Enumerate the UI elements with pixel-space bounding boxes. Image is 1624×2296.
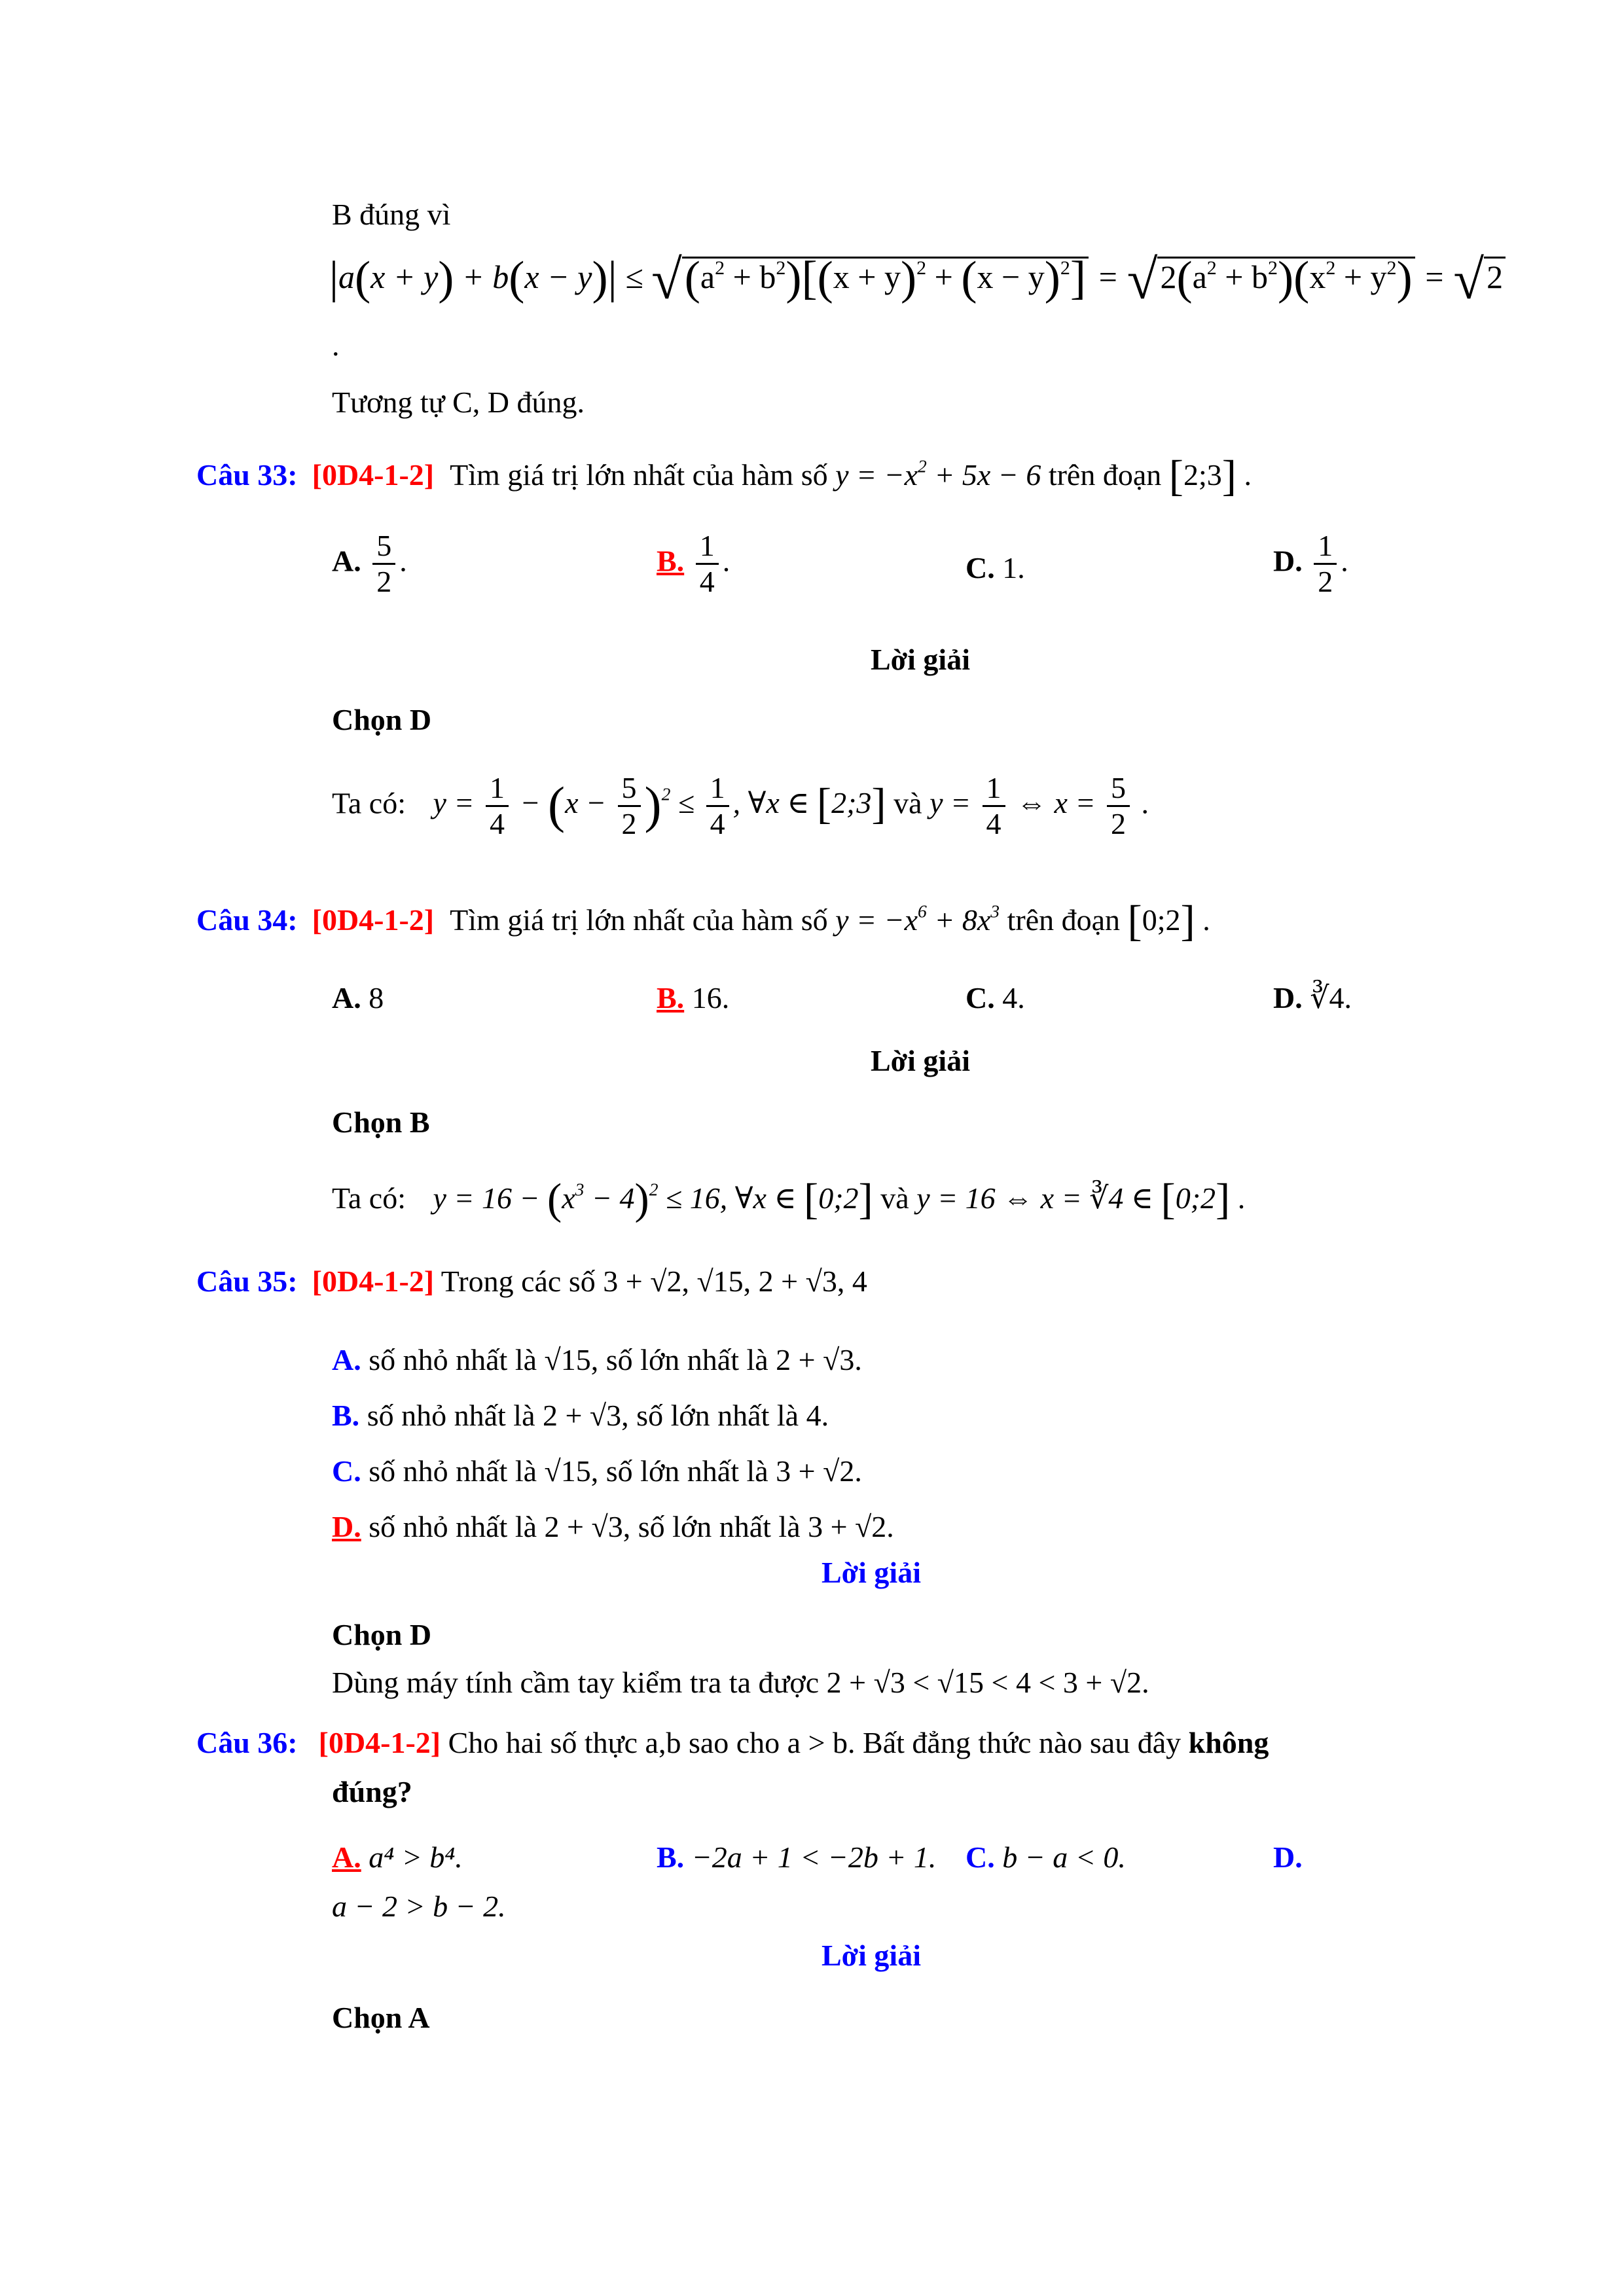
option-a[interactable]: A. 8 (332, 981, 384, 1014)
option-d-value: a − 2 > b − 2. (332, 1890, 506, 1923)
question-33: Câu 33: [0D4-1-2] Tìm giá trị lớn nhất của hàm số $y = -x^2 + 5x - 6$ trên đoạn [2;3] . (196, 452, 1252, 500)
option-b[interactable]: B. −2a + 1 < −2b + 1. (657, 1840, 937, 1874)
option-a[interactable]: A. a⁴ > b⁴. (332, 1840, 463, 1874)
similar-text: Tương tự C, D đúng. (332, 386, 585, 419)
question-tag: [0D4-1-2] (318, 1726, 441, 1759)
b-formula: $|a(x + y) + b(x - y)| \le √(a^2 + b^2)[(x + y)^2 + (x - y)^2] = √2(a^2 + b^2)(x^2 + y^2) = √2$ (329, 252, 1506, 308)
choice: Chọn B (332, 1105, 430, 1139)
choice: Chọn D (332, 1618, 432, 1651)
option-c[interactable]: C. b − a < 0. (965, 1840, 1126, 1874)
period: . (332, 329, 340, 362)
solution-heading: Lời giải (871, 643, 970, 676)
solution-34: Ta có: $y = 16 - (x^3 - 4)^2 \le 16$, ∀x ∈ [0;2] và y = 16 ⇔ x = ∛4 ∈ [0;2] . (332, 1175, 1246, 1223)
solution-heading: Lời giải (871, 1044, 970, 1077)
b-right-text: B đúng vì (332, 198, 451, 231)
choice: Chọn A (332, 2001, 430, 2034)
option-a[interactable]: A. $\frac{5}{2}$ . (332, 529, 407, 599)
option-b[interactable]: B. 16. (657, 981, 730, 1014)
option-d-label[interactable]: D. (1273, 1840, 1303, 1874)
question-number: Câu 36: (196, 1726, 298, 1759)
choice: Chọn D (332, 703, 432, 736)
question-number: Câu 33: (196, 458, 298, 492)
question-35 (196, 1266, 867, 1297)
solution-heading: Lời giải (821, 1939, 921, 1972)
question-36-cont: đúng? (332, 1775, 412, 1808)
question-tag: [0D4-1-2] (312, 903, 435, 937)
option-c[interactable]: C. 4. (965, 981, 1025, 1014)
option-d[interactable]: D. $\frac{1}{2}$ . (1273, 529, 1348, 599)
question-number: Câu 35: (196, 1265, 298, 1298)
option-b[interactable]: B. $\frac{1}{4}$ . (657, 529, 731, 599)
question-tag: [0D4-1-2] (312, 458, 435, 492)
solution-33: Ta có: y = $\frac{1}{4}$ − (x − $\frac{5}{2}$ )$^2$ ≤ $\frac{1}{4}$ , ∀x ∈ [2;3] và y = $\frac{1}{4}$ ⇔ x = $\frac{5}{2}$ . (332, 771, 1149, 841)
option-c[interactable]: C. 1. (965, 551, 1025, 584)
question-36: Câu 36: [0D4-1-2] Cho hai số thực a,b sao cho a > b. Bất đẳng thức nào sau đây không (196, 1726, 1269, 1759)
option-c[interactable]: C. số nhỏ nhất là √15, số lớn nhất là 3 + √2. (332, 1454, 862, 1488)
option-d[interactable]: D. số nhỏ nhất là 2 + √3, số lớn nhất là 3 + √2. (332, 1510, 894, 1543)
option-d[interactable]: D. ∛4. (1273, 981, 1352, 1014)
option-b[interactable]: B. số nhỏ nhất là 2 + √3, số lớn nhất là 4. (332, 1399, 829, 1432)
question-34: Câu 34: [0D4-1-2] Tìm giá trị lớn nhất của hàm số $y = -x^6 + 8x^3$ trên đoạn [0;2] . (196, 897, 1210, 945)
question-number: Câu 34: (196, 903, 298, 937)
solution-35: Dùng máy tính cầm tay kiểm tra ta được 2 + √3 < √15 < 4 < 3 + √2. (332, 1666, 1149, 1699)
question-text: Trong các số 3 + √2, √15, 2 + √3, 4 (441, 1265, 867, 1298)
option-a[interactable]: A. số nhỏ nhất là √15, số lớn nhất là 2 + √3. (332, 1343, 862, 1376)
solution-heading: Lời giải (821, 1556, 921, 1589)
question-tag: [0D4-1-2] (312, 1265, 435, 1298)
